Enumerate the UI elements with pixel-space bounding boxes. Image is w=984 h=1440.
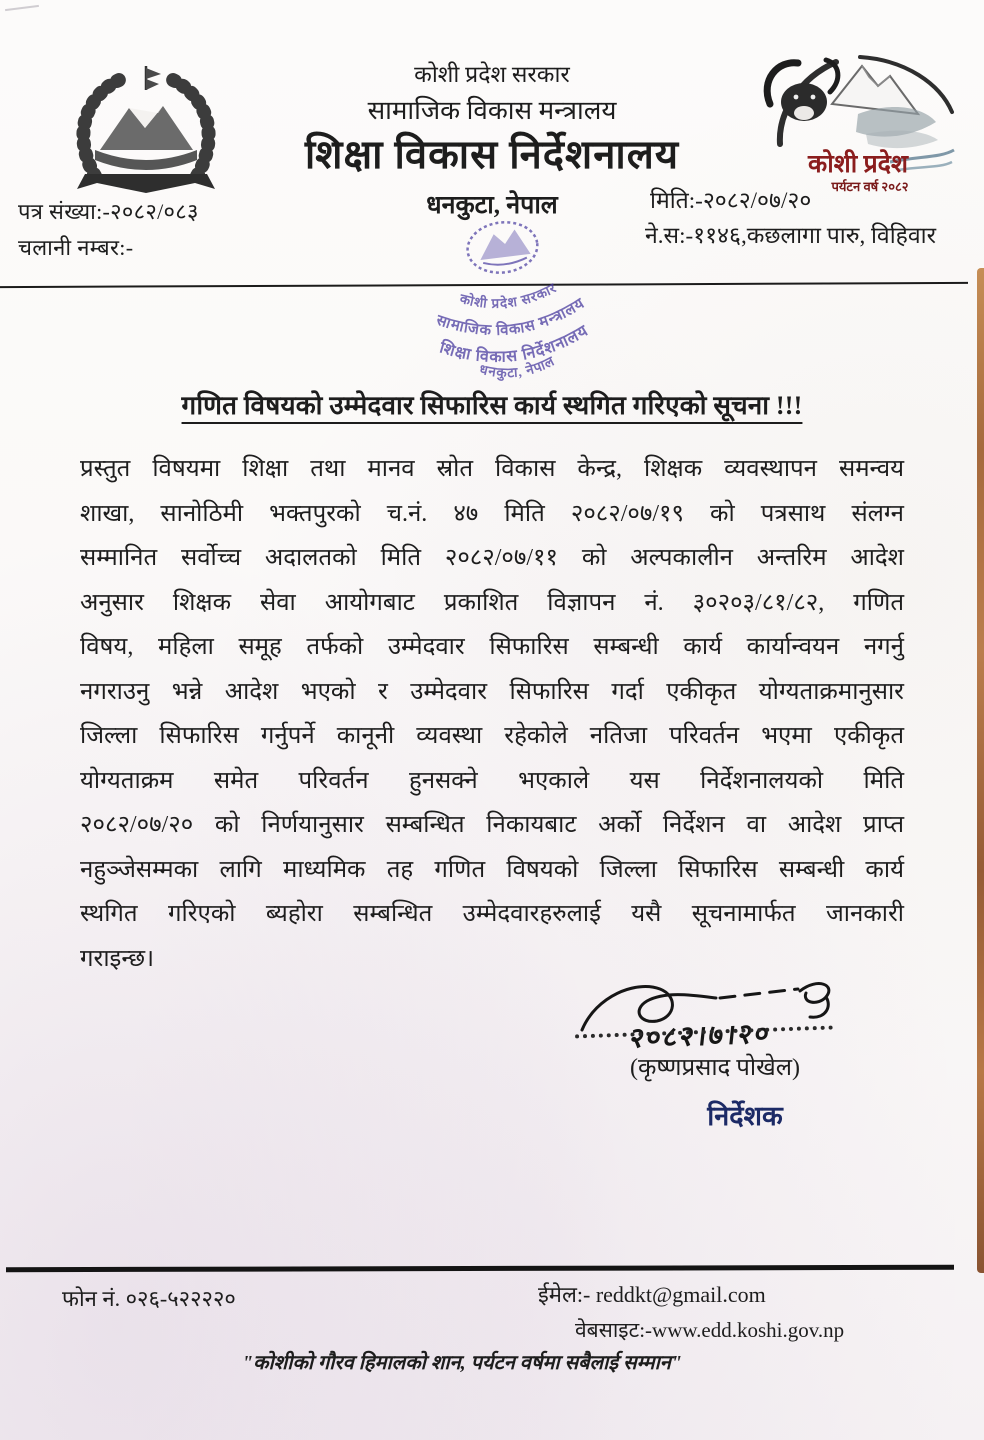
- stamp-text-directorate: शिक्षा विकास निर्देशनालय: [437, 322, 592, 366]
- footer-website: वेबसाइट:-www.edd.koshi.gov.np: [575, 1318, 845, 1342]
- signature-handwritten-date: २०८२।७।२०: [628, 1018, 773, 1055]
- signatory-name: (कृष्णप्रसाद पोखेल): [629, 1055, 801, 1081]
- body-line: प्रस्तुत विषयमा शिक्षा तथा मानव स्रोत विकास केन्द्र, शिक्षक व्यवस्थापन समन्वय: [80, 456, 904, 482]
- svg-text:कोशी प्रदेश सरकार: [456, 278, 561, 316]
- province-logo-subtitle: पर्यटन वर्ष २०८२: [831, 179, 909, 194]
- body-line: नगराउनु भन्ने आदेश भएको र उम्मेदवार सिफारिस गर्दा एकीकृत योग्यताक्रमानुसार: [80, 678, 904, 705]
- footer-slogan: "कोशीको गौरव हिमालको शान, पर्यटन वर्षमा सबैलाई सम्मान": [242, 1352, 682, 1374]
- body-line: शाखा, सानोठिमी भक्तपुरको च.नं. ४७ मिति २०८२/०७/१९ को पत्रसाथ संलग्न: [80, 500, 904, 527]
- nepal-sambat-date: ने.स:-११४६,कछलागा पारु, विहिवार: [645, 223, 937, 248]
- letterhead-directorate: शिक्षा विकास निर्देशनालय: [304, 132, 680, 177]
- footer-phone: फोन नं. ०२६-५२२२२०: [62, 1286, 236, 1311]
- notice-body: [80, 447, 904, 981]
- body-line: योग्यताक्रम समेत परिवर्तन हुनसक्ने भएकाले यस निर्देशनालयको मिति: [80, 767, 904, 794]
- body-line: विषय, महिला समूह तर्फको उम्मेदवार सिफारिस सम्बन्धी कार्य कार्यान्वयन नगर्नु: [80, 634, 904, 660]
- body-line: नहुञ्जेसम्मका लागि माध्यमिक तह गणित विषयको जिल्ला सिफारिस सम्बन्धी कार्य: [80, 856, 904, 883]
- letterhead-ministry: सामाजिक विकास मन्त्रालय: [367, 96, 617, 125]
- koshi-province-tourism-logo: [738, 50, 978, 198]
- scan-artifact-mark: [5, 5, 39, 11]
- notice-title: गणित विषयको उम्मेदवार सिफारिस कार्य स्थगित गरिएको सूचना !!!: [181, 391, 803, 420]
- letter-ref-number: पत्र संख्या:-२०८२/०८३: [18, 199, 199, 224]
- office-round-stamp: [375, 205, 645, 412]
- body-line: स्थगित गरिएको ब्यहोरा सम्बन्धित उम्मेदवारहरुलाई यसै सूचनामार्फत जानकारी: [80, 901, 904, 927]
- footer-divider-line: [6, 1265, 954, 1272]
- footer-email: ईमेल:- reddkt@gmail.com: [538, 1282, 766, 1307]
- letter-date: मिति:-२०८२/०७/२०: [650, 188, 812, 213]
- province-logo-title: कोशी प्रदेश: [808, 151, 908, 178]
- stamp-text-government: कोशी प्रदेश सरकार: [458, 279, 560, 311]
- signatory-designation: निर्देशक: [707, 1101, 783, 1131]
- stamp-text-ministry: सामाजिक विकास मन्त्रालय: [434, 295, 588, 340]
- body-line: अनुसार शिक्षक सेवा आयोगबाट प्रकाशित विज्ञापन नं. ३०२०३/८१/८२, गणित: [80, 589, 904, 616]
- stamp-text-location: धनकुटा, नेपाल: [477, 353, 558, 381]
- body-line: २०८२/०७/२० को निर्णयानुसार सम्बन्धित निकायबाट अर्को निर्देशन वा आदेश प्राप्त: [80, 812, 904, 838]
- letterhead-location: धनकुटा, नेपाल: [426, 192, 558, 219]
- letterhead-government: कोशी प्रदेश सरकार: [414, 62, 570, 87]
- dispatch-number: चलानी नम्बर:-: [18, 235, 134, 260]
- body-line: गराइन्छ।: [80, 945, 155, 972]
- body-line: सम्मानित सर्वोच्च अदालतको मिति २०८२/०७/११ को अल्पकालीन अन्तरिम आदेश: [80, 545, 904, 571]
- body-line: जिल्ला सिफारिस गर्नुपर्ने कानूनी व्यवस्था रहेकोले नतिजा परिवर्तन भएमा एकीकृत: [80, 723, 904, 749]
